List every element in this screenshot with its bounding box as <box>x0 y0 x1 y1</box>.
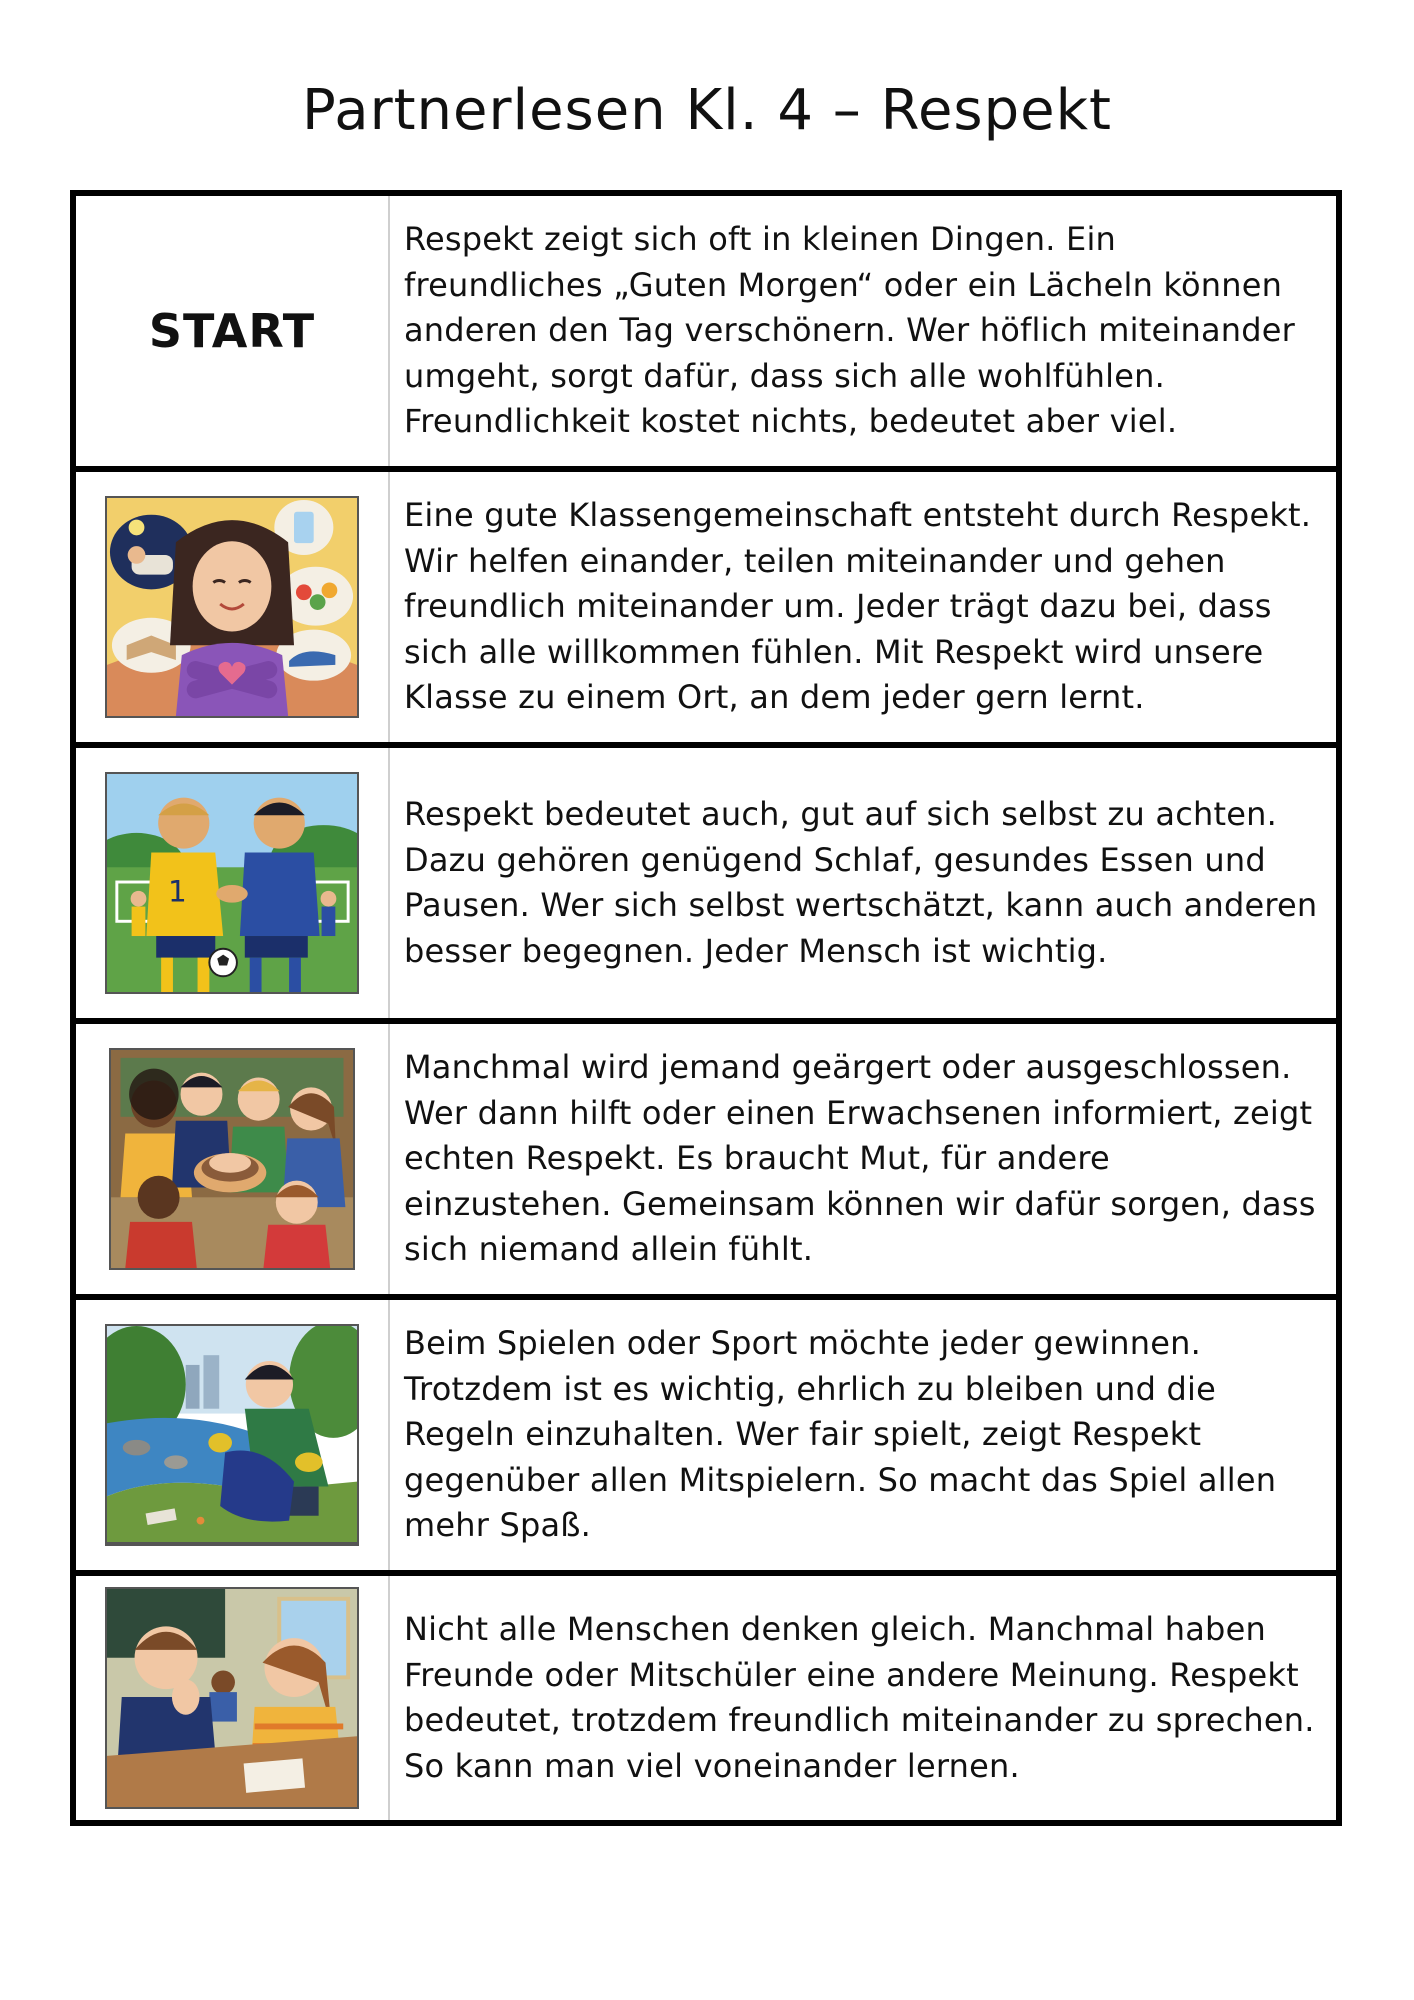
reading-text: Manchmal wird jemand geärgert oder ausgeschlossen. Wer dann hilft oder einen Erwachsenen informiert, zeigt echten Respekt. Es braucht Mut, für andere einzustehen. Gemeinsam können wir dafür sorgen, dass sich niemand allein fühlt. <box>404 1048 1316 1269</box>
start-cell <box>76 196 390 466</box>
page-title: Partnerlesen Kl. 4 – Respekt <box>302 78 1112 143</box>
table-row <box>76 196 1336 472</box>
table-row <box>76 1300 1336 1576</box>
reading-text: Beim Spielen oder Sport möchte jeder gewinnen. Trotzdem ist es wichtig, ehrlich zu bleiben und die Regeln einzuhalten. Wer fair spielt, zeigt Respekt gegenüber allen Mitspielern. So macht das Spiel allen mehr Spaß. <box>404 1324 1277 1545</box>
svg-text:1: 1 <box>168 874 187 909</box>
table-row <box>76 1024 1336 1300</box>
reading-table <box>70 190 1342 1826</box>
table-row <box>76 748 1336 1024</box>
reading-text: Respekt bedeutet auch, gut auf sich selbst zu achten. Dazu gehören genügend Schlaf, gesundes Essen und Pausen. Wer sich selbst wertschätzt, kann auch anderen besser begegnen. Jeder Mensch ist wichtig. <box>404 795 1318 970</box>
table-row <box>76 472 1336 748</box>
reading-text: Eine gute Klassengemeinschaft entsteht durch Respekt. Wir helfen einander, teilen miteinander und gehen freundlich miteinander um. Jeder trägt dazu bei, dass sich alle willkommen fühlen. Mit Respekt wird unsere Klasse zu einem Ort, an dem jeder gern lernt. <box>404 496 1312 717</box>
reading-text: Nicht alle Menschen denken gleich. Manchmal haben Freunde oder Mitschüler eine andere Meinung. Respekt bedeutet, trotzdem freundlich miteinander zu sprechen. So kann man viel voneinander lernen. <box>404 1610 1315 1785</box>
boy-cleaning-riverbank-illustration <box>105 1324 359 1546</box>
table-row <box>76 1576 1336 1820</box>
children-hands-together-illustration <box>109 1048 355 1270</box>
soccer-handshake-illustration <box>105 772 359 994</box>
reading-text: Respekt zeigt sich oft in kleinen Dingen. Ein freundliches „Guten Morgen“ oder ein Lächeln können anderen den Tag verschönern. Wer höflich miteinander umgeht, sorgt dafür, dass sich alle wohlfühlen. Freundlichkeit kostet nichts, bedeutet aber viel. <box>404 220 1296 441</box>
classroom-discussion-illustration <box>105 1587 359 1809</box>
self-care-girl-illustration <box>105 496 359 718</box>
start-label: START <box>148 304 316 358</box>
